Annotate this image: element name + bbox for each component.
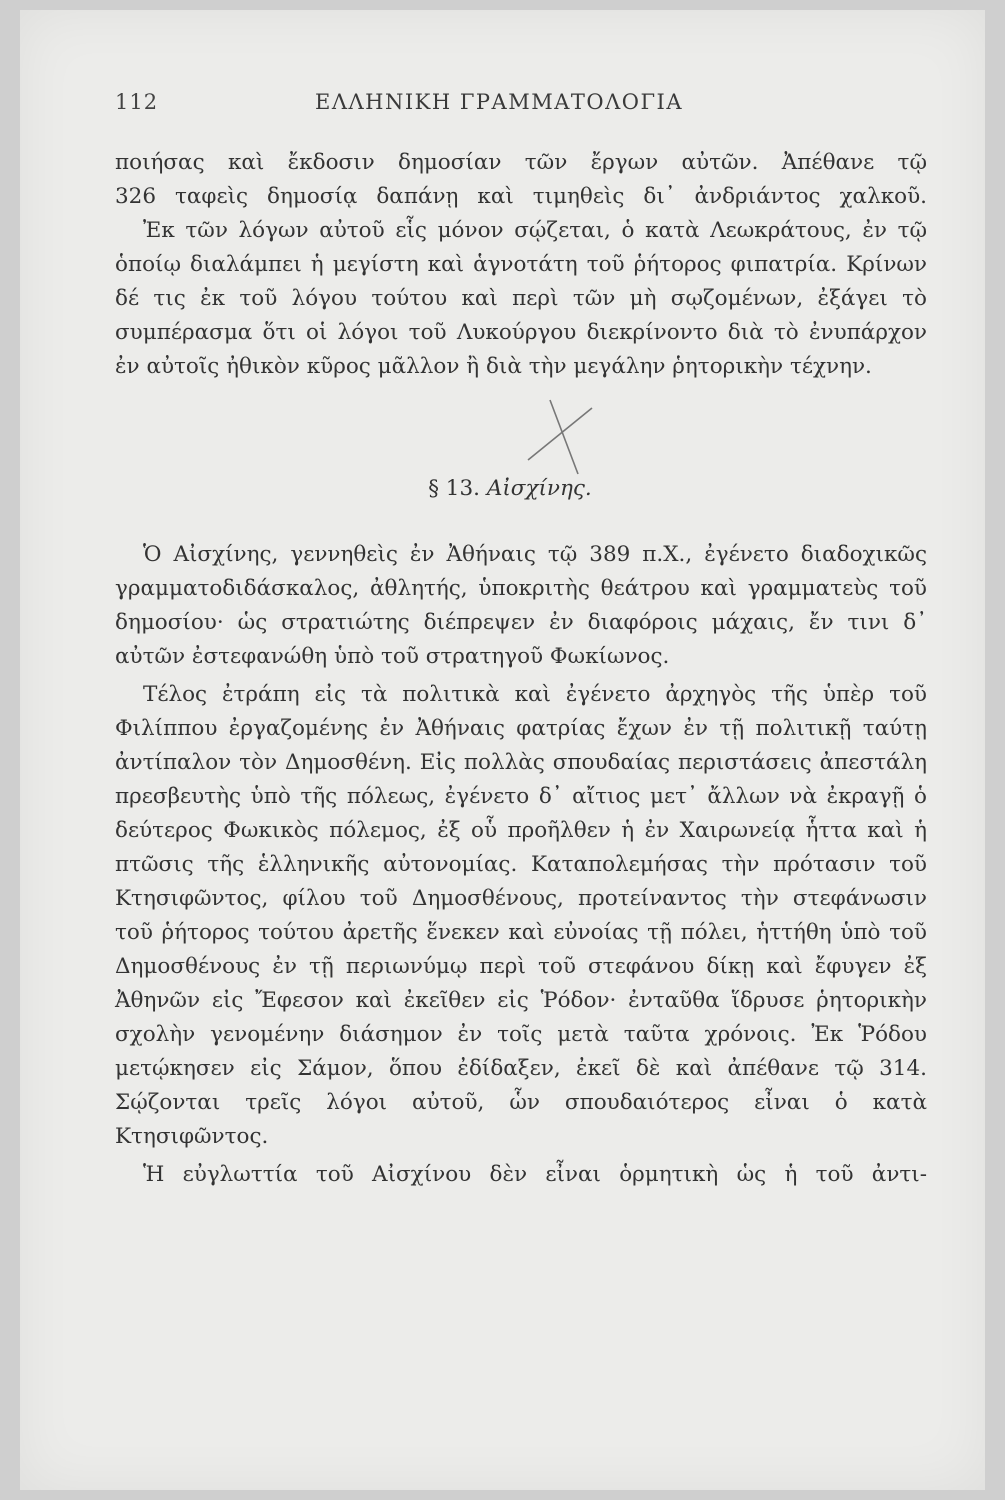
page-number: 112 <box>115 90 159 114</box>
paragraph-aeschines-eloquence: Ἡ εὐγλωττία τοῦ Αἰσχίνου δὲν εἶναι ὁρμητικὴ ὡς ἡ τοῦ ἀντι- <box>143 1162 927 1187</box>
paragraph-lycurgus-speeches: Ἐκ τῶν λόγων αὐτοῦ εἷς μόνον σῴζεται, ὁ κατὰ Λεωκράτους, ἐν τῷ ὁποίῳ διαλάμπει ἡ μεγίστη καὶ ἁγνοτάτη τοῦ ῥήτορος φιπατρία. Κρίνων δέ τις ἐκ τοῦ λόγου τούτου καὶ περὶ τῶν μὴ σῳζομένων, ἐξάγει τὸ συμπέρασμα ὅτι οἱ λόγοι τοῦ Λυκούργου διεκρίνοντο διὰ τὸ ἐνυπάρχον ἐν αὐτοῖς ἠθικὸν κῦρος μᾶλλον ἢ διὰ τὴν μεγάλην ῥητορικὴν τέχνην. <box>115 218 927 379</box>
continuation-line-1: ποιήσας καὶ ἔκδοσιν δημοσίαν τῶν ἔργων αὐτῶν. Ἀπέθανε τῷ <box>115 150 927 175</box>
running-title: ΕΛΛΗΝΙΚΗ ΓΡΑΜΜΑΤΟΛΟΓΙΑ <box>315 90 683 114</box>
text-block-aeschines <box>115 538 927 1192</box>
paragraph-aeschines-early-life: Ὁ Αἰσχίνης, γεννηθεὶς ἐν Ἀθήναις τῷ 389 π.Χ., ἐγένετο διαδοχικῶς γραμματοδιδάσκαλος, ἀθλητής, ὑποκριτὴς θεάτρου καὶ γραμματεὺς τοῦ δημοσίου· ὡς στρατιώτης διέπρεψεν ἐν διαφόροις μάχαις, ἔν τινι δ᾽ αὐτῶν ἐστεφανώθη ὑπὸ τοῦ στρατηγοῦ Φωκίωνος. <box>115 542 927 669</box>
book-page <box>20 10 985 1490</box>
text-block-lycurgus <box>115 146 927 384</box>
section-number: § 13. <box>428 476 480 501</box>
section-heading <box>115 476 905 501</box>
continuation-line-2: 326 ταφεὶς δημοσίᾳ δαπάνῃ καὶ τιμηθεὶς δι᾽ ἀνδριάντος χαλκοῦ. <box>115 184 927 209</box>
pencil-cross-mark <box>520 390 600 480</box>
paragraph-aeschines-politics: Τέλος ἐτράπη εἰς τὰ πολιτικὰ καὶ ἐγένετο ἀρχηγὸς τῆς ὑπὲρ τοῦ Φιλίππου ἐργαζομένης ἐν Ἀθήναις φατρίας ἔχων ἐν τῇ πολιτικῇ ταύτῃ ἀντίπαλον τὸν Δημοσθένη. Εἰς πολλὰς σπουδαίας περιστάσεις ἀπεστάλη πρεσβευτὴς ὑπὸ τῆς πόλεως, ἐγένετο δ᾽ αἴτιος μετ᾽ ἄλλων νὰ ἐκραγῇ ὁ δεύτερος Φωκικὸς πόλεμος, ἐξ οὗ προῆλθεν ἡ ἐν Χαιρωνείᾳ ἧττα καὶ ἡ πτῶσις τῆς ἑλληνικῆς αὐτονομίας. Καταπολεμήσας τὴν πρότασιν τοῦ Κτησιφῶντος, φίλου τοῦ Δημοσθένους, προτείναντος τὴν στεφάνωσιν τοῦ ῥήτορος τούτου ἀρετῆς ἕνεκεν καὶ εὐνοίας τῇ πόλει, ἡττήθη ὑπὸ τοῦ Δημοσθένους ἐν τῇ περιωνύμῳ περὶ τοῦ στεφάνου δίκῃ καὶ ἔφυγεν ἐξ Ἀθηνῶν εἰς Ἔφεσον καὶ ἐκεῖθεν εἰς Ῥόδον· ἐνταῦθα ἵδρυσε ῥητορικὴν σχολὴν γενομένην διάσημον ἐν τοῖς μετὰ ταῦτα χρόνοις. Ἐκ Ῥόδου μετῴκησεν εἰς Σάμον, ὅπου ἐδίδαξεν, ἐκεῖ δὲ καὶ ἀπέθανε τῷ 314. Σῴζονται τρεῖς λόγοι αὐτοῦ, ὧν σπουδαιότερος εἶναι ὁ κατὰ Κτησιφῶντος. <box>115 682 927 1149</box>
section-name: Αἰσχίνης. <box>486 476 592 501</box>
page-header <box>115 90 905 124</box>
pencil-cross-icon <box>520 390 600 480</box>
